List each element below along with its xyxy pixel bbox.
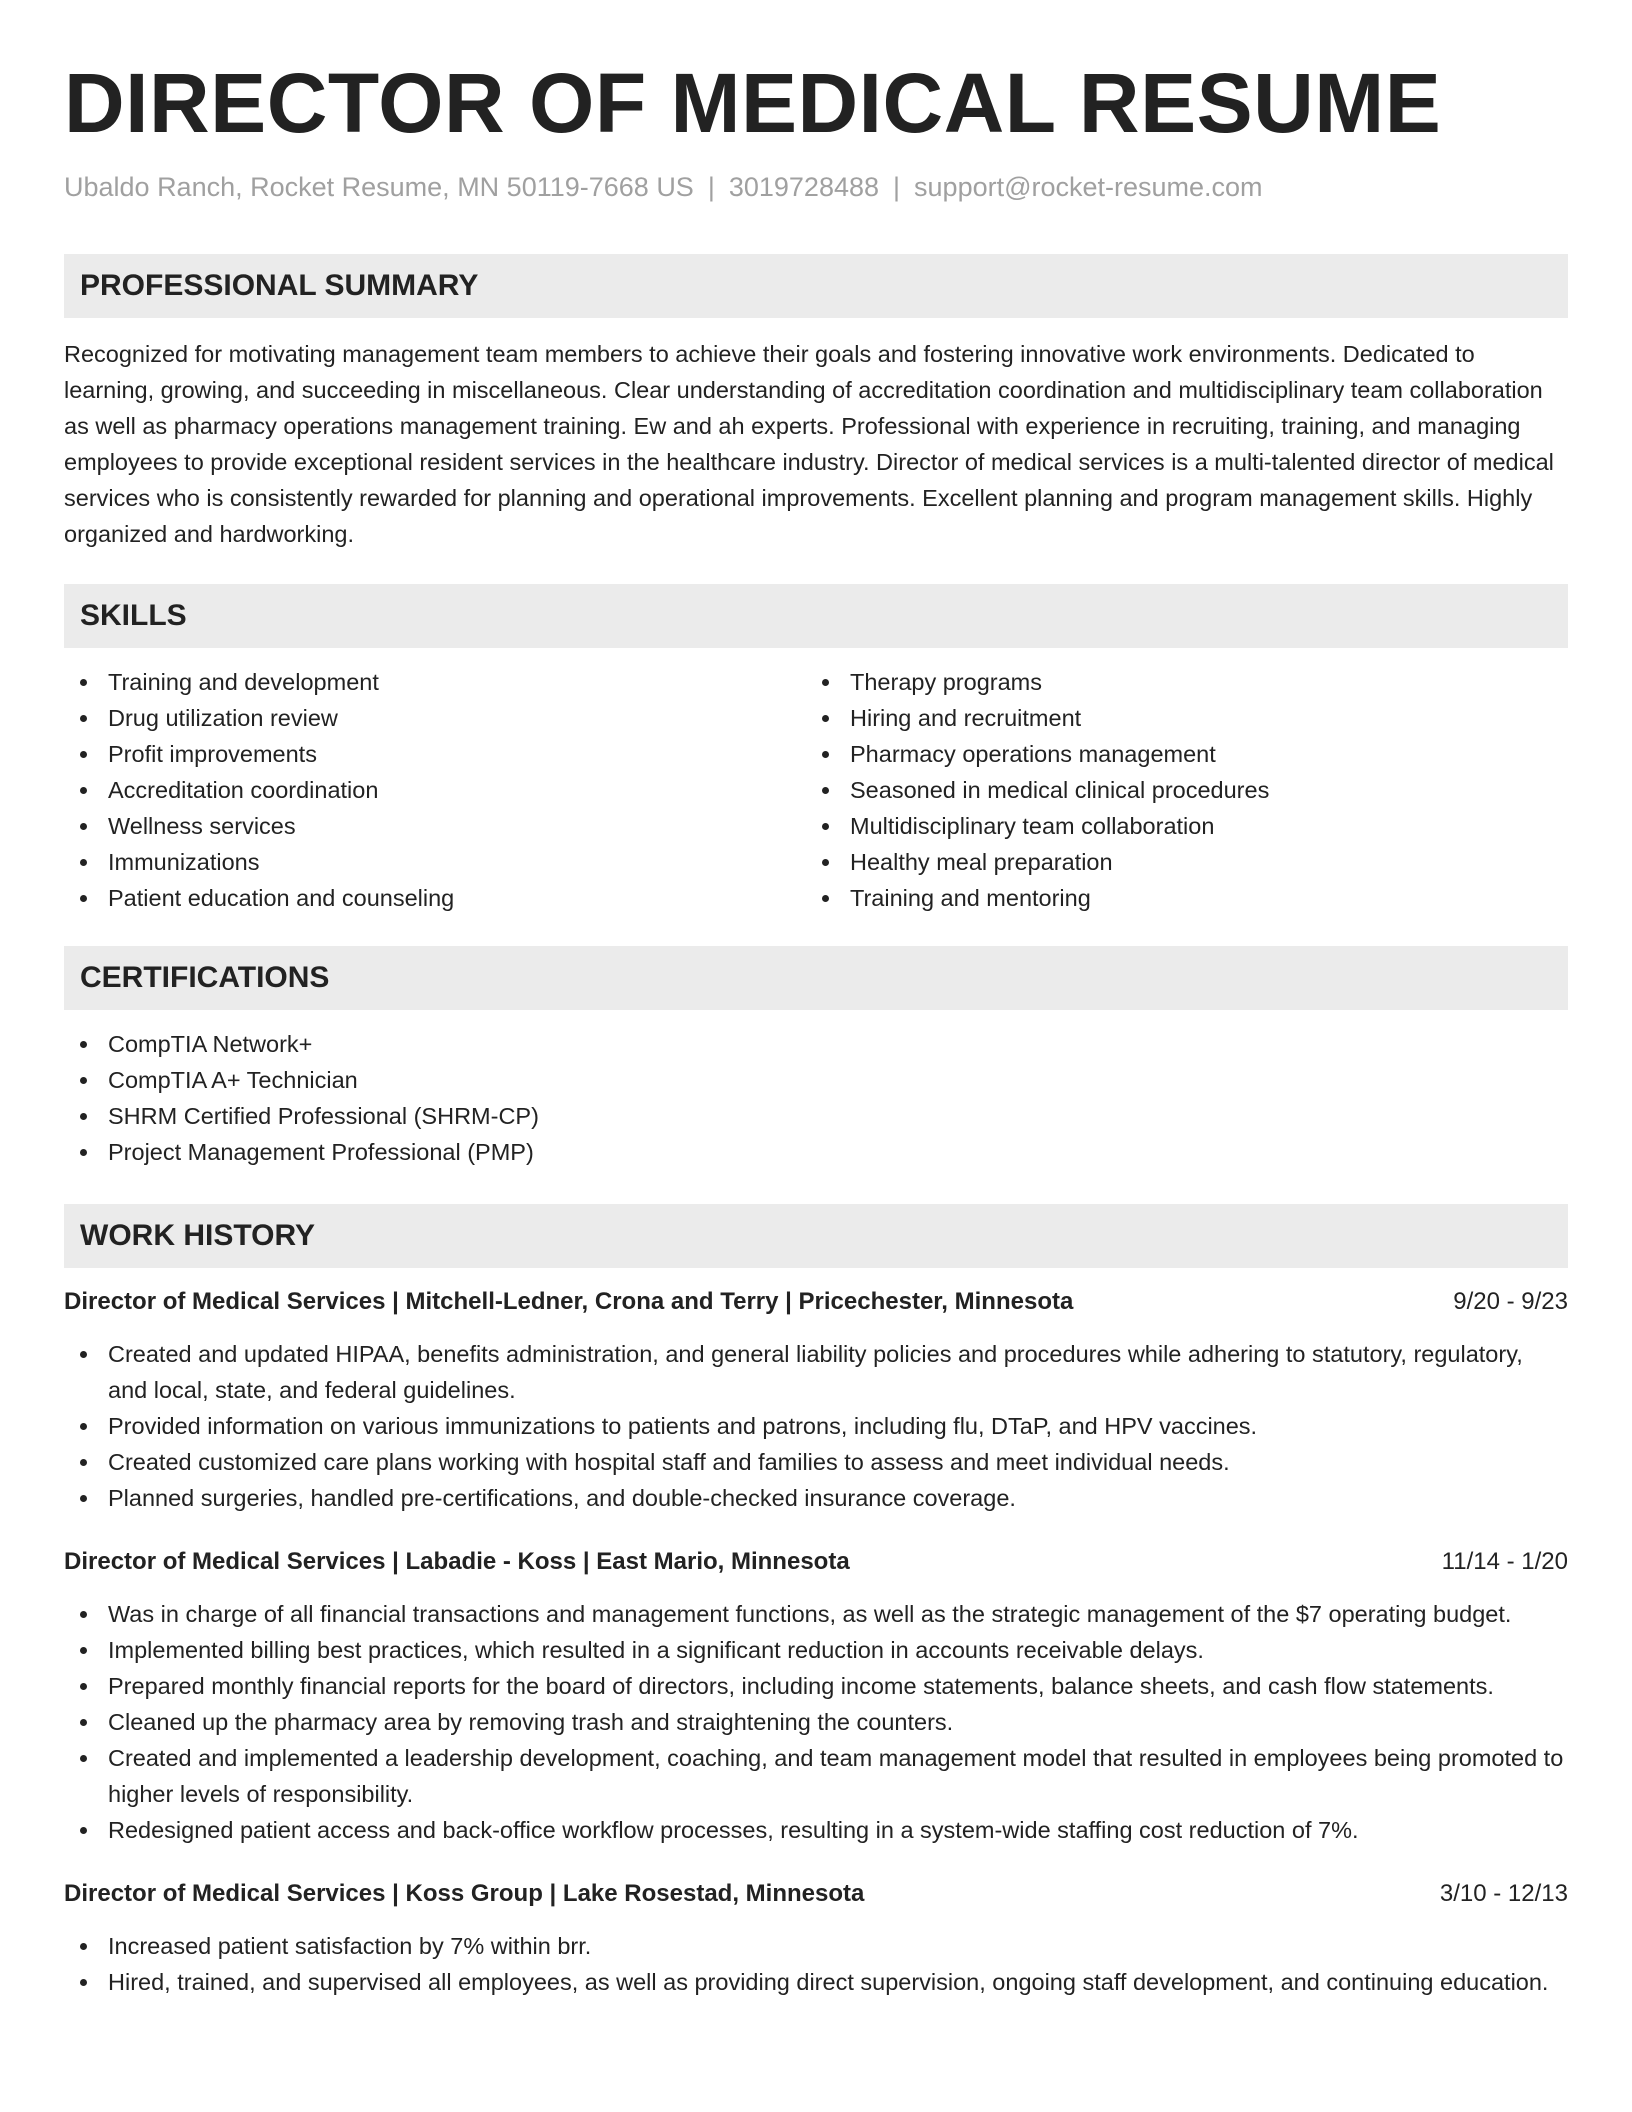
resume-page	[64, 0, 1568, 2000]
skill-item: Accreditation coordination	[64, 772, 806, 808]
job-bullet: Created customized care plans working with hospital staff and families to assess and meet individual needs.	[64, 1444, 1568, 1480]
job-entry	[64, 1284, 1568, 1516]
job-bullet: Created and implemented a leadership development, coaching, and team management model that resulted in employees being promoted to higher levels of responsibility.	[64, 1740, 1568, 1812]
job-header	[64, 1876, 1568, 1912]
certifications-list	[64, 1026, 1568, 1170]
job-header	[64, 1284, 1568, 1320]
job-title: Director of Medical Services | Koss Group | Lake Rosestad, Minnesota	[64, 1880, 865, 1907]
certification-item: SHRM Certified Professional (SHRM-CP)	[64, 1098, 1568, 1134]
skills-grid	[64, 664, 1568, 916]
skill-item: Hiring and recruitment	[806, 700, 1548, 736]
section-header-work-history: WORK HISTORY	[64, 1204, 1568, 1268]
skill-item: Multidisciplinary team collaboration	[806, 808, 1548, 844]
job-header	[64, 1544, 1568, 1580]
skills-column-right	[806, 664, 1548, 916]
skill-item: Therapy programs	[806, 664, 1548, 700]
summary-text: Recognized for motivating management team members to achieve their goals and fostering innovative work environments. Dedicated to learning, growing, and succeeding in miscellaneous. Clear understanding of accreditation coordination and multidisciplinary team collaboration as well as pharmacy operations management training. Ew and ah experts. Professional with experience in recruiting, training, and managing employees to provide exceptional resident services in the healthcare industry. Director of medical services is a multi-talented director of medical services who is consistently rewarded for planning and operational improvements. Excellent planning and program management skills. Highly organized and hardworking.	[64, 341, 1554, 547]
skill-item: Seasoned in medical clinical procedures	[806, 772, 1548, 808]
job-bullet-list	[64, 1928, 1568, 2000]
job-bullet: Provided information on various immunizations to patients and patrons, including flu, DTaP, and HPV vaccines.	[64, 1408, 1568, 1444]
certification-item: CompTIA Network+	[64, 1026, 1568, 1062]
skills-list-right	[806, 664, 1548, 916]
job-bullet-list	[64, 1596, 1568, 1848]
skill-item: Immunizations	[64, 844, 806, 880]
certification-item: Project Management Professional (PMP)	[64, 1134, 1568, 1170]
job-bullet: Redesigned patient access and back-office workflow processes, resulting in a system-wide staffing cost reduction of 7%.	[64, 1812, 1568, 1848]
contact-phone: 3019728488	[728, 172, 880, 202]
job-entry	[64, 1544, 1568, 1848]
job-title: Director of Medical Services | Mitchell-Ledner, Crona and Terry | Pricechester, Minnesota	[64, 1288, 1074, 1315]
contact-separator: |	[893, 172, 901, 202]
job-bullet: Was in charge of all financial transactions and management functions, as well as the strategic management of the $7 operating budget.	[64, 1596, 1568, 1632]
job-bullet-list	[64, 1336, 1568, 1516]
skills-column-left	[64, 664, 806, 916]
skill-item: Training and development	[64, 664, 806, 700]
job-dates: 11/14 - 1/20	[1441, 1548, 1568, 1575]
skill-item: Training and mentoring	[806, 880, 1548, 916]
job-bullet: Increased patient satisfaction by 7% within brr.	[64, 1928, 1568, 1964]
section-header-certifications: CERTIFICATIONS	[64, 946, 1568, 1010]
certification-item: CompTIA A+ Technician	[64, 1062, 1568, 1098]
job-bullet: Cleaned up the pharmacy area by removing trash and straightening the counters.	[64, 1704, 1568, 1740]
section-header-skills: SKILLS	[64, 584, 1568, 648]
job-title: Director of Medical Services | Labadie - Koss | East Mario, Minnesota	[64, 1548, 850, 1575]
resume-title: DIRECTOR OF MEDICAL RESUME	[64, 56, 1442, 150]
job-entry	[64, 1876, 1568, 2000]
skill-item: Drug utilization review	[64, 700, 806, 736]
skill-item: Profit improvements	[64, 736, 806, 772]
job-bullet: Created and updated HIPAA, benefits administration, and general liability policies and procedures while adhering to statutory, regulatory, and local, state, and federal guidelines.	[64, 1336, 1568, 1408]
section-header-summary: PROFESSIONAL SUMMARY	[64, 254, 1568, 318]
job-bullet: Implemented billing best practices, which resulted in a significant reduction in accounts receivable delays.	[64, 1632, 1568, 1668]
skill-item: Wellness services	[64, 808, 806, 844]
skills-list-left	[64, 664, 806, 916]
skill-item: Pharmacy operations management	[806, 736, 1548, 772]
contact-email: support@rocket-resume.com	[914, 172, 1263, 202]
job-bullet: Prepared monthly financial reports for the board of directors, including income statements, balance sheets, and cash flow statements.	[64, 1668, 1568, 1704]
job-dates: 3/10 - 12/13	[1439, 1880, 1568, 1907]
job-bullet: Planned surgeries, handled pre-certifications, and double-checked insurance coverage.	[64, 1480, 1568, 1516]
skill-item: Patient education and counseling	[64, 880, 806, 916]
contact-address: Ubaldo Ranch, Rocket Resume, MN 50119-7668 US	[64, 172, 694, 202]
job-bullet: Hired, trained, and supervised all employees, as well as providing direct supervision, ongoing staff development, and continuing education.	[64, 1964, 1568, 2000]
job-dates: 9/20 - 9/23	[1453, 1288, 1568, 1315]
contact-line	[64, 170, 1568, 204]
contact-separator: |	[707, 172, 715, 202]
skill-item: Healthy meal preparation	[806, 844, 1548, 880]
